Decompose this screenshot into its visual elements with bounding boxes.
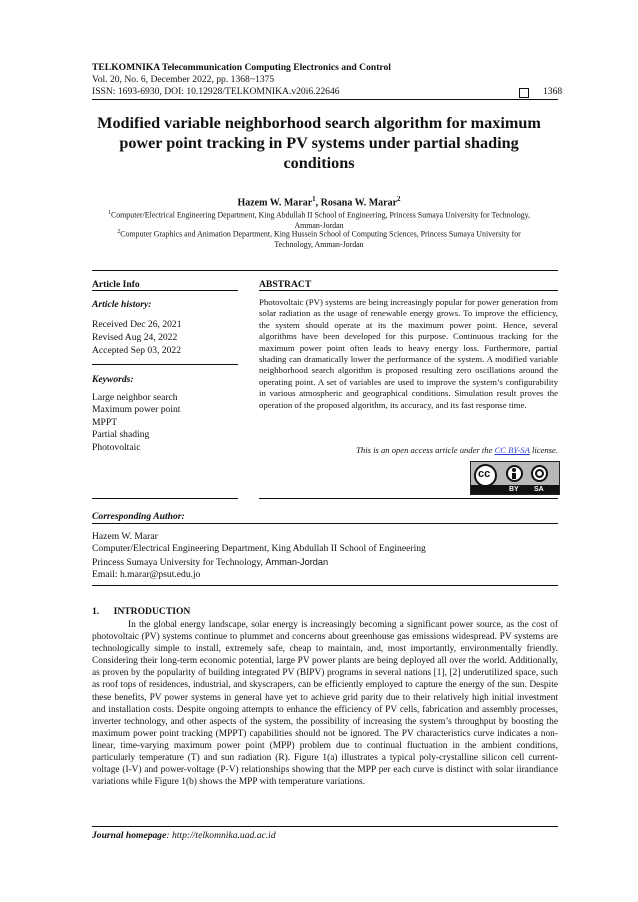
keyword-item: Maximum power point (92, 404, 181, 416)
keywords-heading: Keywords: (92, 374, 134, 385)
abstract-rule (259, 290, 558, 291)
corresponding-name: Hazem W. Marar (92, 531, 158, 542)
introduction-heading: 1. INTRODUCTION (92, 606, 191, 617)
homepage-sep: : (166, 830, 172, 841)
keyword-item: Photovoltaic (92, 441, 141, 453)
author-superscript: 2 (397, 195, 401, 203)
volume-info: Vol. 20, No. 6, December 2022, pp. 1368~1375 (92, 74, 275, 85)
keywords-rule (92, 364, 238, 365)
author-separator: , (315, 197, 321, 209)
issn-doi: ISSN: 1693-6930, DOI: 10.12928/TELKOMNIKA.v20i6.22646 (92, 86, 340, 97)
abstract-heading: ABSTRACT (259, 279, 312, 290)
author-list (70, 195, 568, 208)
affiliation-superscript: 1 (107, 210, 111, 216)
keyword-item: Partial shading (92, 429, 150, 441)
cc-icon (474, 464, 497, 487)
paper-title (70, 113, 568, 173)
license-text: This is an open access article under the (356, 445, 495, 455)
homepage-label: Journal homepage (92, 830, 167, 841)
info-bottom-rule (92, 498, 238, 499)
affiliation-2 (80, 227, 558, 250)
corresponding-univ (92, 556, 426, 569)
introduction-text: In the global energy landscape, solar energy is increasingly becoming a significant power source, as the cost of photovoltaic (PV) systems continue to plummet and concerns about greenhouse gas emissions widespread. PV systems are technologically simple to install, extremely safe, cheap to maintain, and, most importantly, environmentally friendly. Considering their long-term economic potential, large PV power plants are being deployed all over the world. Additionally, as proven by the popularity of building integrated PV (BIPV) programs in several nations [1], [2] underutilized space, such as roof tops of residences, industrial, and skyscrapers, can be efficiently employed to capture the energy of the sun. Despite these benefits, PV power systems in general have yet to achieve grid parity due to their relatively high initial investment and installation costs. Despite ongoing attempts to enhance the efficiency of PV cells, fabrication and assembly processes, inverter technology, and other aspects of the system, the possibility of increasing the system’s throughput by boosting the maximum power point tracking (MPPT) capabilities should not be ignored. The PV characteristics curve indicates a non-linear, time-varying maximum power point (MPP) problem due to continual fluctuation in the ambient conditions, particularly temperature (T) and sun radiation (R). Figure 1(a) illustrates a typical poly-crystalline silicon cell current-voltage (I-V) and power-voltage (P-V) relationships showing that the MPP per each curve is distinct with solar iirandiance variations while Figure 1(b) shows the MPP with temperature variations. (92, 620, 558, 788)
attribution-icon (506, 465, 523, 482)
keyword-item: MPPT (92, 416, 118, 428)
title-line: conditions (283, 154, 355, 172)
affiliation-text: Amman-Jordan (294, 220, 344, 230)
corresponding-rule (92, 523, 558, 524)
share-alike-arc-icon (535, 469, 544, 478)
abstract-bottom-rule (259, 498, 558, 499)
sa-label: SA (534, 486, 544, 493)
person-head-icon (512, 468, 516, 472)
univ-text: Princess Sumaya University for Technology, (92, 556, 266, 568)
corresponding-details (92, 531, 426, 582)
affiliation-text: Computer/Electrical Engineering Department, King Abdullah II School of Engineering, Princess Sumaya University for Technology, (110, 210, 531, 220)
journal-name: TELKOMNIKA Telecommunication Computing Electronics and Control (92, 62, 391, 73)
corresponding-heading: Corresponding Author: (92, 511, 185, 522)
cc-by-sa-badge[interactable] (470, 461, 560, 495)
info-rule (92, 290, 238, 291)
person-body-icon (512, 473, 516, 479)
share-alike-icon (531, 465, 548, 482)
by-label: BY (509, 486, 519, 493)
keyword-item: Large neighbor search (92, 392, 178, 403)
license-link[interactable]: CC BY-SA (494, 445, 530, 455)
corresponding-bottom-rule (92, 585, 558, 586)
history-item: Revised Aug 24, 2022 (92, 332, 178, 343)
license-text: license. (529, 445, 558, 455)
header-rule (92, 99, 558, 100)
city-text: Amman-Jordan (265, 556, 329, 567)
corresponding-dept: Computer/Electrical Engineering Department, King Abdullah II School of Engineering (92, 543, 426, 555)
affiliation-text: Technology, Amman-Jordan (274, 239, 364, 249)
license-line (259, 445, 558, 455)
author-superscript: 1 (312, 195, 316, 203)
homepage-url[interactable]: http://telkomnika.uad.ac.id (171, 830, 276, 841)
keywords-list (92, 392, 180, 454)
abstract-text: Photovoltaic (PV) systems are being increasingly popular for power generation from solar radiation as the usage of renewable energy grows. To improve the efficiency, the system should operate at its the maximum power point. Hence, several algorithms have been developed for this purpose. Continuous tracking for the maximum power point often leads to heavy energy loss. Furthermore, partial shading can dramatically lower the performance of the system. A modified variable neighborhood search algorithm is proposed resulting zero oscillations around the operating point. A set of variables are used to improve the system’s configurability in various atmospheric and geographical conditions. Simulation result proves the operation of the proposed algorithm, its accuracy, and its fast response time. (259, 297, 558, 410)
title-line: Modified variable neighborhood search algorithm for maximum (97, 114, 541, 132)
article-info-heading: Article Info (92, 279, 140, 290)
author-name: Rosana W. Marar (320, 197, 398, 209)
author-name: Hazem W. Marar (237, 197, 313, 209)
info-top-rule (92, 270, 558, 271)
footer-rule (92, 826, 558, 827)
page-number: 1368 (543, 86, 563, 97)
corresponding-email: Email: h.marar@psut.edu.jo (92, 569, 201, 581)
affiliation-superscript: 2 (117, 229, 121, 235)
title-line: power point tracking in PV systems under partial shading (119, 134, 519, 152)
history-heading: Article history: (92, 299, 152, 310)
history-item: Accepted Sep 03, 2022 (92, 345, 181, 356)
page-box-icon (519, 88, 529, 98)
cc-label: cc (478, 468, 491, 480)
history-item: Received Dec 26, 2021 (92, 319, 182, 330)
journal-homepage (92, 830, 276, 841)
history-list (92, 318, 182, 357)
affiliation-text: Computer Graphics and Animation Department, King Hussein School of Computing Sciences, Princess Sumaya University for (120, 229, 521, 239)
